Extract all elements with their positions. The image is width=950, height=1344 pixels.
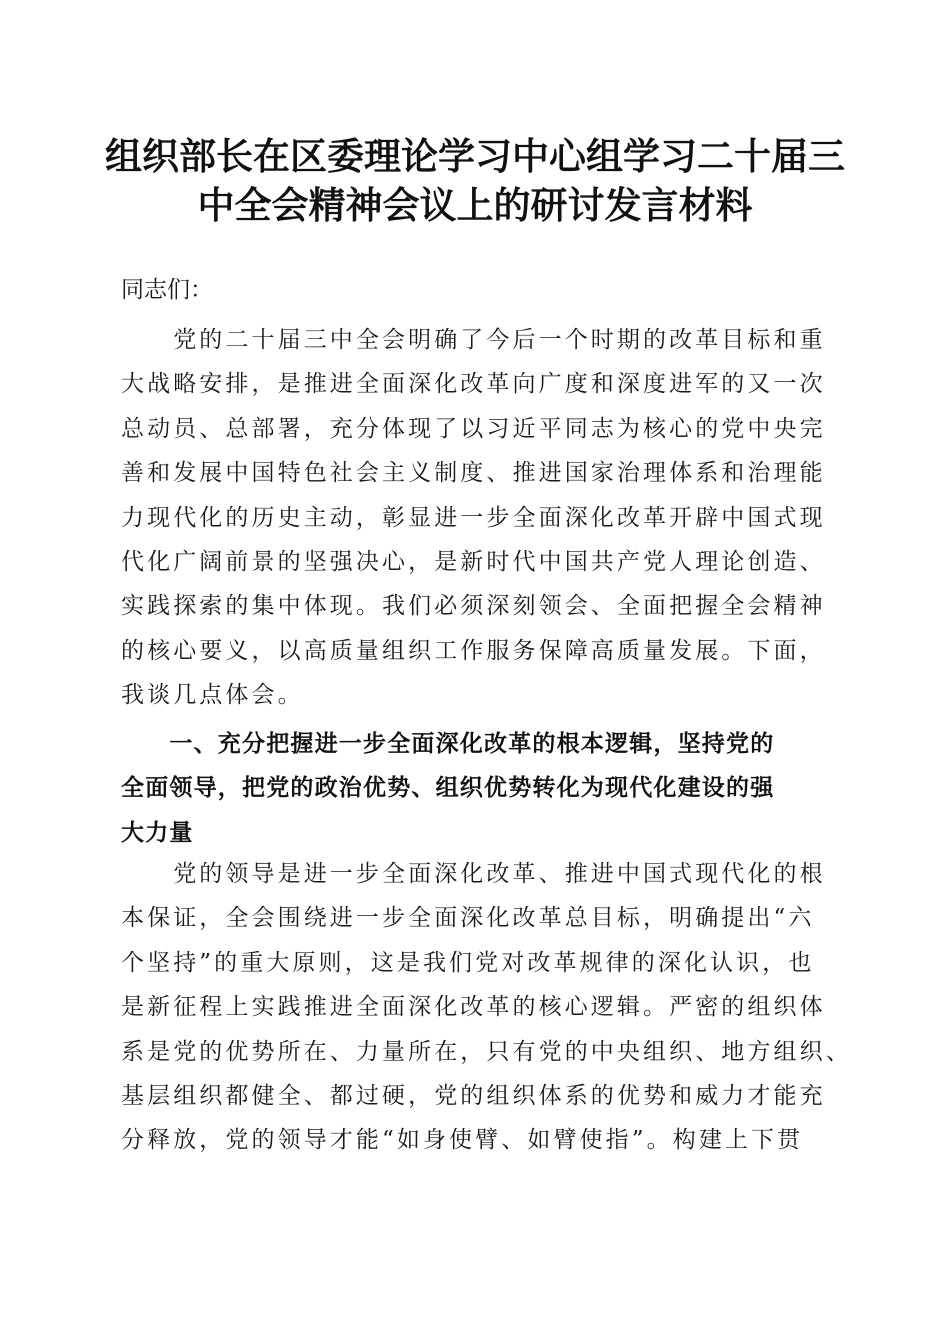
document-title bbox=[100, 132, 850, 230]
paragraph-line: 基层组织都健全、都过硬，党的组织体系的优势和威力才能充 bbox=[121, 1083, 826, 1110]
paragraph-line: 大战略安排，是推进全面深化改革向广度和深度进军的又一次 bbox=[121, 371, 826, 398]
paragraph-intro bbox=[121, 318, 841, 718]
paragraph-line: 善和发展中国特色社会主义制度、推进国家治理体系和治理能 bbox=[121, 460, 826, 487]
paragraph-line: 的核心要义，以高质量组织工作服务保障高质量发展。下面， bbox=[121, 637, 826, 664]
paragraph-section-1 bbox=[121, 852, 852, 1163]
paragraph-line: 代化广阔前景的坚强决心，是新时代中国共产党人理论创造、 bbox=[121, 549, 826, 576]
heading-line: 一、充分把握进一步全面深化改革的根本逻辑，坚持党的 bbox=[121, 731, 775, 757]
paragraph-line: 总动员、总部署，充分体现了以习近平同志为核心的党中央完 bbox=[121, 415, 826, 442]
salutation: 同志们： bbox=[121, 277, 213, 303]
paragraph-line: 分释放，党的领导才能“如身使臂、如臂使指”。构建上下贯 bbox=[121, 1127, 804, 1154]
paragraph-line: 是新征程上实践推进全面深化改革的核心逻辑。严密的组织体 bbox=[121, 994, 826, 1021]
heading-line: 大力量 bbox=[121, 819, 194, 846]
paragraph-line: 本保证，全会围绕进一步全面深化改革总目标，明确提出“六 bbox=[121, 905, 815, 932]
paragraph-line: 系是党的优势所在、力量所在，只有党的中央组织、地方组织、 bbox=[121, 1038, 852, 1065]
title-line: 中全会精神会议上的研讨发言材料 bbox=[197, 183, 753, 227]
paragraph-line: 力现代化的历史主动，彰显进一步全面深化改革开辟中国式现 bbox=[121, 504, 826, 531]
paragraph-line: 党的二十届三中全会明确了今后一个时期的改革目标和重 bbox=[121, 327, 826, 353]
paragraph-line: 党的领导是进一步全面深化改革、推进中国式现代化的根 bbox=[121, 861, 826, 887]
heading-line: 全面领导，把党的政治优势、组织优势转化为现代化建设的强 bbox=[121, 775, 775, 802]
paragraph-line: 个坚持”的重大原则，这是我们党对改革规律的深化认识，也 bbox=[121, 949, 815, 976]
title-line: 组织部长在区委理论学习中心组学习二十届三 bbox=[105, 134, 845, 178]
section-heading-1 bbox=[121, 722, 841, 855]
paragraph-line: 我谈几点体会。 bbox=[121, 682, 304, 709]
paragraph-line: 实践探索的集中体现。我们必须深刻领会、全面把握全会精神 bbox=[121, 593, 826, 620]
